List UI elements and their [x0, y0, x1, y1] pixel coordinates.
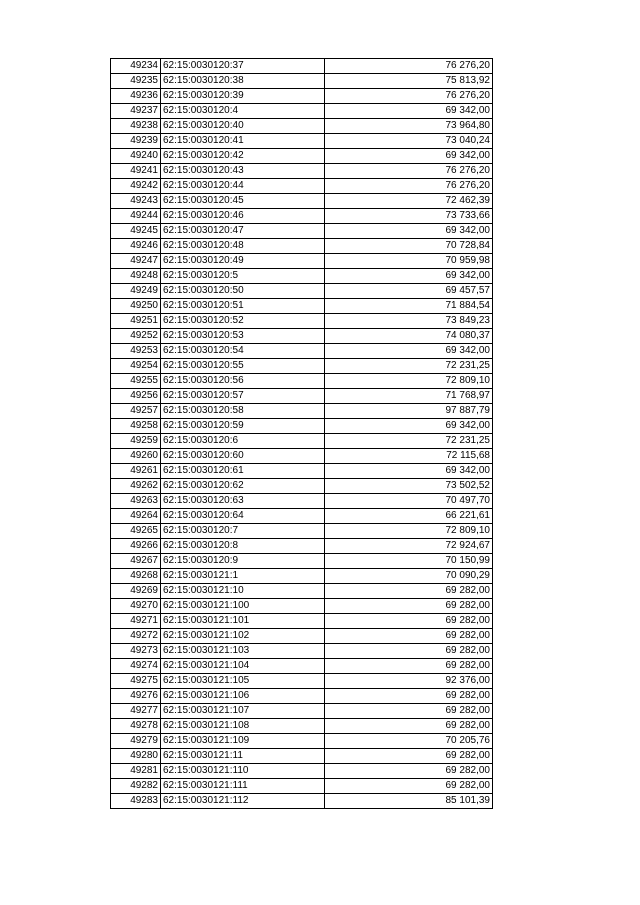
cadastral-number-cell: 62:15:0030120:53 — [161, 329, 325, 344]
cadastral-number-cell: 62:15:0030121:104 — [161, 659, 325, 674]
row-id-cell: 49235 — [111, 74, 161, 89]
cadastral-number-cell: 62:15:0030120:44 — [161, 179, 325, 194]
cadastral-value-cell: 70 090,29 — [325, 569, 493, 584]
cadastral-value-cell: 69 457,57 — [325, 284, 493, 299]
table-row — [111, 599, 493, 614]
cadastral-value-cell: 73 502,52 — [325, 479, 493, 494]
row-id-cell: 49250 — [111, 299, 161, 314]
cadastral-number-cell: 62:15:0030120:7 — [161, 524, 325, 539]
row-id-cell: 49268 — [111, 569, 161, 584]
cadastral-number-cell: 62:15:0030121:1 — [161, 569, 325, 584]
cadastral-number-cell: 62:15:0030121:100 — [161, 599, 325, 614]
cadastral-value-cell: 76 276,20 — [325, 89, 493, 104]
cadastral-number-cell: 62:15:0030121:111 — [161, 779, 325, 794]
cadastral-number-cell: 62:15:0030120:40 — [161, 119, 325, 134]
cadastral-number-cell: 62:15:0030121:112 — [161, 794, 325, 809]
cadastral-value-cell: 69 282,00 — [325, 599, 493, 614]
cadastral-number-cell: 62:15:0030120:62 — [161, 479, 325, 494]
table-row — [111, 569, 493, 584]
cadastral-value-cell: 76 276,20 — [325, 164, 493, 179]
cadastral-number-cell: 62:15:0030120:56 — [161, 374, 325, 389]
table-row — [111, 254, 493, 269]
cadastral-value-cell: 72 231,25 — [325, 359, 493, 374]
table-row — [111, 479, 493, 494]
row-id-cell: 49249 — [111, 284, 161, 299]
table-row — [111, 419, 493, 434]
cadastral-value-cell: 72 462,39 — [325, 194, 493, 209]
table-row — [111, 74, 493, 89]
cadastral-number-cell: 62:15:0030120:6 — [161, 434, 325, 449]
row-id-cell: 49257 — [111, 404, 161, 419]
table-row — [111, 689, 493, 704]
row-id-cell: 49272 — [111, 629, 161, 644]
row-id-cell: 49266 — [111, 539, 161, 554]
cadastral-value-cell: 75 813,92 — [325, 74, 493, 89]
cadastral-value-cell: 71 768,97 — [325, 389, 493, 404]
row-id-cell: 49252 — [111, 329, 161, 344]
cadastral-value-cell: 69 342,00 — [325, 419, 493, 434]
row-id-cell: 49275 — [111, 674, 161, 689]
row-id-cell: 49273 — [111, 644, 161, 659]
row-id-cell: 49240 — [111, 149, 161, 164]
row-id-cell: 49261 — [111, 464, 161, 479]
cadastral-value-cell: 73 733,66 — [325, 209, 493, 224]
table-row — [111, 644, 493, 659]
table-row — [111, 494, 493, 509]
row-id-cell: 49262 — [111, 479, 161, 494]
row-id-cell: 49245 — [111, 224, 161, 239]
cadastral-value-cell: 69 282,00 — [325, 584, 493, 599]
cadastral-value-cell: 73 040,24 — [325, 134, 493, 149]
cadastral-value-cell: 69 282,00 — [325, 629, 493, 644]
table-row — [111, 209, 493, 224]
table-row — [111, 179, 493, 194]
cadastral-value-cell: 69 342,00 — [325, 344, 493, 359]
row-id-cell: 49247 — [111, 254, 161, 269]
table-row — [111, 734, 493, 749]
row-id-cell: 49251 — [111, 314, 161, 329]
table-row — [111, 119, 493, 134]
table-row — [111, 749, 493, 764]
cadastral-value-cell: 70 728,84 — [325, 239, 493, 254]
table-row — [111, 224, 493, 239]
table-row — [111, 164, 493, 179]
cadastral-value-cell: 69 282,00 — [325, 659, 493, 674]
row-id-cell: 49279 — [111, 734, 161, 749]
cadastral-number-cell: 62:15:0030120:58 — [161, 404, 325, 419]
cadastral-number-cell: 62:15:0030120:41 — [161, 134, 325, 149]
table-row — [111, 764, 493, 779]
cadastral-number-cell: 62:15:0030120:39 — [161, 89, 325, 104]
table-row — [111, 269, 493, 284]
row-id-cell: 49280 — [111, 749, 161, 764]
row-id-cell: 49265 — [111, 524, 161, 539]
cadastral-number-cell: 62:15:0030120:59 — [161, 419, 325, 434]
cadastral-number-cell: 62:15:0030120:63 — [161, 494, 325, 509]
cadastral-number-cell: 62:15:0030120:61 — [161, 464, 325, 479]
row-id-cell: 49244 — [111, 209, 161, 224]
table-row — [111, 524, 493, 539]
table-body — [111, 59, 493, 809]
cadastral-number-cell: 62:15:0030120:37 — [161, 59, 325, 74]
row-id-cell: 49254 — [111, 359, 161, 374]
cadastral-value-cell: 70 150,99 — [325, 554, 493, 569]
row-id-cell: 49238 — [111, 119, 161, 134]
row-id-cell: 49274 — [111, 659, 161, 674]
cadastral-number-cell: 62:15:0030120:49 — [161, 254, 325, 269]
cadastral-number-cell: 62:15:0030121:108 — [161, 719, 325, 734]
cadastral-number-cell: 62:15:0030120:52 — [161, 314, 325, 329]
cadastral-value-cell: 72 924,67 — [325, 539, 493, 554]
cadastral-value-cell: 69 342,00 — [325, 149, 493, 164]
cadastral-value-table — [110, 58, 493, 809]
cadastral-value-cell: 70 205,76 — [325, 734, 493, 749]
document-page — [110, 58, 492, 809]
row-id-cell: 49236 — [111, 89, 161, 104]
table-row — [111, 104, 493, 119]
table-row — [111, 584, 493, 599]
table-row — [111, 659, 493, 674]
cadastral-number-cell: 62:15:0030120:47 — [161, 224, 325, 239]
cadastral-value-cell: 66 221,61 — [325, 509, 493, 524]
cadastral-number-cell: 62:15:0030121:106 — [161, 689, 325, 704]
row-id-cell: 49243 — [111, 194, 161, 209]
cadastral-value-cell: 69 282,00 — [325, 704, 493, 719]
table-row — [111, 344, 493, 359]
cadastral-value-cell: 69 282,00 — [325, 689, 493, 704]
cadastral-value-cell: 69 342,00 — [325, 104, 493, 119]
row-id-cell: 49237 — [111, 104, 161, 119]
cadastral-number-cell: 62:15:0030121:110 — [161, 764, 325, 779]
cadastral-number-cell: 62:15:0030120:5 — [161, 269, 325, 284]
row-id-cell: 49283 — [111, 794, 161, 809]
table-row — [111, 374, 493, 389]
cadastral-value-cell: 70 959,98 — [325, 254, 493, 269]
cadastral-value-cell: 72 115,68 — [325, 449, 493, 464]
cadastral-number-cell: 62:15:0030121:107 — [161, 704, 325, 719]
cadastral-value-cell: 97 887,79 — [325, 404, 493, 419]
table-row — [111, 539, 493, 554]
cadastral-value-cell: 72 231,25 — [325, 434, 493, 449]
table-row — [111, 359, 493, 374]
table-row — [111, 509, 493, 524]
cadastral-number-cell: 62:15:0030120:45 — [161, 194, 325, 209]
cadastral-value-cell: 69 342,00 — [325, 464, 493, 479]
cadastral-value-cell: 73 849,23 — [325, 314, 493, 329]
table-row — [111, 794, 493, 809]
table-row — [111, 554, 493, 569]
table-row — [111, 464, 493, 479]
row-id-cell: 49270 — [111, 599, 161, 614]
cadastral-value-cell: 92 376,00 — [325, 674, 493, 689]
row-id-cell: 49277 — [111, 704, 161, 719]
table-row — [111, 149, 493, 164]
cadastral-value-cell: 72 809,10 — [325, 374, 493, 389]
cadastral-number-cell: 62:15:0030120:8 — [161, 539, 325, 554]
cadastral-value-cell: 76 276,20 — [325, 179, 493, 194]
cadastral-value-cell: 69 282,00 — [325, 749, 493, 764]
table-row — [111, 719, 493, 734]
cadastral-value-cell: 76 276,20 — [325, 59, 493, 74]
cadastral-number-cell: 62:15:0030120:48 — [161, 239, 325, 254]
row-id-cell: 49281 — [111, 764, 161, 779]
row-id-cell: 49260 — [111, 449, 161, 464]
table-row — [111, 239, 493, 254]
row-id-cell: 49239 — [111, 134, 161, 149]
row-id-cell: 49271 — [111, 614, 161, 629]
cadastral-value-cell: 69 282,00 — [325, 779, 493, 794]
table-row — [111, 704, 493, 719]
cadastral-number-cell: 62:15:0030121:101 — [161, 614, 325, 629]
table-row — [111, 674, 493, 689]
cadastral-value-cell: 69 342,00 — [325, 269, 493, 284]
row-id-cell: 49269 — [111, 584, 161, 599]
row-id-cell: 49276 — [111, 689, 161, 704]
table-row — [111, 314, 493, 329]
cadastral-number-cell: 62:15:0030120:51 — [161, 299, 325, 314]
table-row — [111, 629, 493, 644]
cadastral-value-cell: 70 497,70 — [325, 494, 493, 509]
row-id-cell: 49258 — [111, 419, 161, 434]
table-row — [111, 389, 493, 404]
table-row — [111, 284, 493, 299]
table-row — [111, 59, 493, 74]
cadastral-number-cell: 62:15:0030120:42 — [161, 149, 325, 164]
cadastral-number-cell: 62:15:0030121:10 — [161, 584, 325, 599]
table-row — [111, 449, 493, 464]
cadastral-value-cell: 71 884,54 — [325, 299, 493, 314]
cadastral-number-cell: 62:15:0030120:9 — [161, 554, 325, 569]
cadastral-value-cell: 73 964,80 — [325, 119, 493, 134]
table-row — [111, 329, 493, 344]
cadastral-number-cell: 62:15:0030120:43 — [161, 164, 325, 179]
row-id-cell: 49256 — [111, 389, 161, 404]
cadastral-number-cell: 62:15:0030121:102 — [161, 629, 325, 644]
cadastral-value-cell: 74 080,37 — [325, 329, 493, 344]
cadastral-number-cell: 62:15:0030120:38 — [161, 74, 325, 89]
cadastral-number-cell: 62:15:0030120:4 — [161, 104, 325, 119]
row-id-cell: 49267 — [111, 554, 161, 569]
cadastral-number-cell: 62:15:0030121:11 — [161, 749, 325, 764]
table-row — [111, 434, 493, 449]
cadastral-number-cell: 62:15:0030120:46 — [161, 209, 325, 224]
row-id-cell: 49242 — [111, 179, 161, 194]
row-id-cell: 49241 — [111, 164, 161, 179]
cadastral-value-cell: 69 282,00 — [325, 764, 493, 779]
cadastral-number-cell: 62:15:0030121:103 — [161, 644, 325, 659]
row-id-cell: 49278 — [111, 719, 161, 734]
cadastral-value-cell: 69 282,00 — [325, 614, 493, 629]
row-id-cell: 49263 — [111, 494, 161, 509]
cadastral-number-cell: 62:15:0030120:55 — [161, 359, 325, 374]
cadastral-value-cell: 69 282,00 — [325, 644, 493, 659]
table-row — [111, 404, 493, 419]
cadastral-number-cell: 62:15:0030120:50 — [161, 284, 325, 299]
row-id-cell: 49253 — [111, 344, 161, 359]
cadastral-value-cell: 69 282,00 — [325, 719, 493, 734]
table-row — [111, 89, 493, 104]
table-row — [111, 134, 493, 149]
row-id-cell: 49255 — [111, 374, 161, 389]
row-id-cell: 49248 — [111, 269, 161, 284]
cadastral-number-cell: 62:15:0030120:57 — [161, 389, 325, 404]
row-id-cell: 49264 — [111, 509, 161, 524]
table-row — [111, 299, 493, 314]
table-row — [111, 614, 493, 629]
cadastral-number-cell: 62:15:0030120:60 — [161, 449, 325, 464]
cadastral-number-cell: 62:15:0030120:54 — [161, 344, 325, 359]
row-id-cell: 49234 — [111, 59, 161, 74]
cadastral-number-cell: 62:15:0030120:64 — [161, 509, 325, 524]
row-id-cell: 49259 — [111, 434, 161, 449]
cadastral-number-cell: 62:15:0030121:105 — [161, 674, 325, 689]
row-id-cell: 49246 — [111, 239, 161, 254]
cadastral-value-cell: 69 342,00 — [325, 224, 493, 239]
cadastral-value-cell: 85 101,39 — [325, 794, 493, 809]
table-row — [111, 194, 493, 209]
table-row — [111, 779, 493, 794]
cadastral-value-cell: 72 809,10 — [325, 524, 493, 539]
row-id-cell: 49282 — [111, 779, 161, 794]
cadastral-number-cell: 62:15:0030121:109 — [161, 734, 325, 749]
